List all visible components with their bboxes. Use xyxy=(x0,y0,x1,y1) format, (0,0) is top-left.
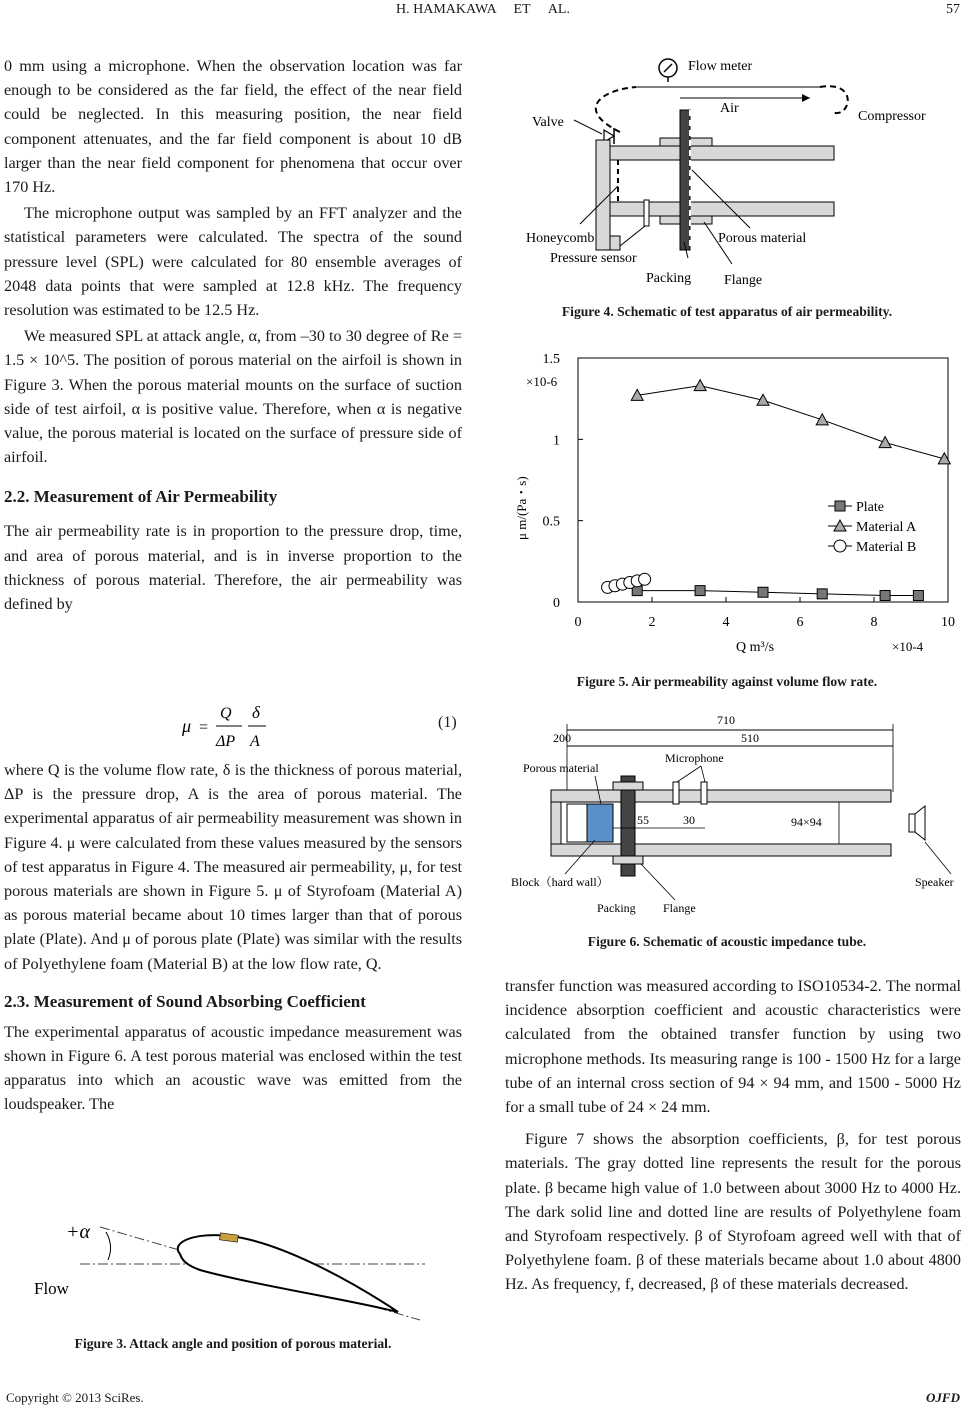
x-tick-label: 2 xyxy=(648,615,656,630)
pressure-sensor-label: Pressure sensor xyxy=(550,251,637,266)
dim-30: 30 xyxy=(683,813,695,827)
y-tick-label: 0 xyxy=(553,596,560,611)
dim-94: 94×94 xyxy=(791,815,822,829)
block xyxy=(567,804,587,842)
x-tick-label: 4 xyxy=(722,615,730,630)
x-tick-label: 6 xyxy=(796,615,804,630)
paragraph: The microphone output was sampled by an FFT analyzer and the statistical parameters were calculated. The spectra of the sound pressure level (SPL) were calculated for 80 ensemble averages of 2048 data points that were sampled at 12.8 kHz. The frequency resolution was estimated to be 12.5 Hz. xyxy=(4,204,462,320)
x-axis-label: Q m³/s xyxy=(736,640,775,655)
page-footer xyxy=(0,1388,966,1414)
y-multiplier: ×10-6 xyxy=(526,374,558,389)
right-column xyxy=(505,974,961,1297)
legend xyxy=(828,500,917,555)
svg-text:A: A xyxy=(250,733,260,750)
equation-number: (1) xyxy=(438,714,457,731)
paragraph: 0 mm using a microphone. When the observation location was far enough to be considered as the far field, the effect of the near field could be neglected. In this measuring position, the near field component attenuates, and the far field component is about 10 dB larger than the near field component for phenomena that occur over 170 Hz. xyxy=(4,57,462,197)
section-heading: 2.2. Measurement of Air Permeability xyxy=(4,487,278,507)
journal-name: OJFD xyxy=(926,1390,960,1405)
paragraph: We measured SPL at attack angle, α, from –30 to 30 degree of Re = 1.5 × 10^5. The position of porous material on the airfoil is shown in Figure 3. When the porous material mounts on the surface of suction side of test airfoil, α is positive value. Therefore, when α is negative value, the porous material is located on the surface of pressure side of airfoil. xyxy=(4,327,462,467)
svg-text:δ: δ xyxy=(252,703,260,722)
alpha-arc xyxy=(106,1232,111,1260)
section-heading: 2.3. Measurement of Sound Absorbing Coefficient xyxy=(4,991,366,1011)
flow-label: Flow xyxy=(34,1279,69,1298)
microphone-2 xyxy=(701,782,707,804)
paragraph: The air permeability rate is in proportion to the pressure drop, time, and area of porous material, and is in inverse proportion to the thickness of porous material. Therefore, the air permeability was defined by xyxy=(4,522,462,614)
alpha-label: +α xyxy=(66,1221,90,1243)
legend-label: Plate xyxy=(856,500,884,515)
figure-6-caption: Figure 6. Schematic of acoustic impedance tube. xyxy=(587,934,867,949)
figure-5-caption: Figure 5. Air permeability against volume flow rate. xyxy=(576,674,878,689)
speaker-icon xyxy=(909,814,915,832)
data-point-square xyxy=(758,587,768,597)
page-number: 57 xyxy=(946,2,960,17)
legend-marker-circle xyxy=(834,540,846,552)
x-tick-label: 10 xyxy=(941,615,955,630)
page-header xyxy=(0,2,966,26)
flow-meter-label: Flow meter xyxy=(688,59,753,74)
packing-label: Packing xyxy=(597,901,636,915)
speaker-label: Speaker xyxy=(915,875,954,889)
flange-label: Flange xyxy=(724,273,763,288)
paragraph: The experimental apparatus of acoustic impedance measurement was shown in Figure 6. A test porous material was enclosed within the test apparatus into which an acoustic wave was emitted from the loudspeaker. The xyxy=(4,1022,462,1114)
data-point-square xyxy=(880,590,890,600)
running-title: H. HAMAKAWA ET AL. xyxy=(395,2,570,17)
data-point-triangle xyxy=(816,414,828,425)
y-tick-label: 0.5 xyxy=(542,514,560,530)
data-point-square xyxy=(913,590,923,600)
packing xyxy=(680,110,690,250)
data-point-circle xyxy=(639,573,651,585)
y-axis-label: μ m/(Pa・s) xyxy=(514,476,529,540)
honeycomb-label: Honeycomb xyxy=(526,231,595,246)
packing-label: Packing xyxy=(646,271,692,286)
figure-6 xyxy=(505,710,965,925)
airfoil xyxy=(178,1235,398,1312)
y-tick-label: 1.5 xyxy=(542,352,560,367)
series-line-square xyxy=(637,591,918,596)
copyright: Copyright © 2013 SciRes. xyxy=(6,1390,144,1405)
legend-marker-square xyxy=(835,501,845,511)
porous-material-label: Porous material xyxy=(523,761,599,775)
dim-200: 200 xyxy=(553,731,571,745)
pressure-sensor xyxy=(644,200,649,226)
dim-710: 710 xyxy=(717,713,735,727)
paragraph: where Q is the volume flow rate, δ is the thickness of porous material, ΔP is the pressure drop, A is the area of porous material. The experimental apparatus of air permeability measurement was shown in Figure 4. μ were calculated from these values measured by the sensors of test apparatus in Figure 4. The measured air permeability, μ, for test porous materials are shown in Figure 5. μ of Styrofoam (Material A) as porous material became about 10 times larger than that of porous plate (Plate). And μ of porous plate (Plate) was similar with the results of Polyethylene foam (Material B) at the low flow rate, Q. xyxy=(4,761,462,973)
svg-text:ΔP: ΔP xyxy=(216,733,236,750)
y-tick-label: 1 xyxy=(553,433,560,449)
series-line-triangle xyxy=(637,386,944,459)
data-point-square xyxy=(695,586,705,596)
svg-text:Q: Q xyxy=(220,705,232,722)
equation-mu xyxy=(180,700,290,752)
svg-text:=: = xyxy=(198,719,209,736)
figure-5-chart xyxy=(500,340,966,666)
left-column xyxy=(4,54,462,616)
legend-label: Material A xyxy=(856,520,917,535)
equation xyxy=(180,700,290,757)
microphone-label: Microphone xyxy=(665,751,724,765)
figure-3 xyxy=(20,1210,440,1335)
porous-sample xyxy=(587,804,613,842)
x-tick-label: 8 xyxy=(870,615,878,630)
left-column-lower xyxy=(4,758,462,1117)
valve-label: Valve xyxy=(532,115,564,130)
paragraph: transfer function was measured according to ISO10534-2. The normal incidence absorption coefficient and acoustic characteristics were calculated from the obtained transfer function by using two microphone methods. Its measuring range is 100 - 1500 Hz for a large tube of an internal cross section of 94 × 94 mm, and 1500 - 5000 Hz for a small tube of 24 × 24 mm. xyxy=(505,977,961,1117)
dim-510: 510 xyxy=(741,731,759,745)
paragraph: Figure 7 shows the absorption coefficients, β, for test porous materials. The gray dotted line represents the result for the porous plate. β became high value of 1.0 between about 3000 Hz to 4000 Hz. The dark solid line and dotted line are results of Polyethylene foam and Styrofoam respectively. β of Styrofoam agreed well with that of Polyethylene foam. β of these materials became about 1.0 about 4800 Hz. As frequency, f, decreased, β of these materials decreased. xyxy=(505,1130,961,1294)
x-multiplier: ×10-4 xyxy=(892,639,924,654)
block-label: Block（hard wall） xyxy=(511,875,609,889)
svg-text:μ: μ xyxy=(182,716,192,736)
legend-label: Material B xyxy=(856,540,917,555)
data-point-triangle xyxy=(694,380,706,391)
dim-55: 55 xyxy=(637,813,649,827)
data-point-triangle xyxy=(879,437,891,448)
flange-label: Flange xyxy=(663,901,696,915)
figure-3-caption: Figure 3. Attack angle and position of porous material. xyxy=(74,1336,392,1351)
figure-4-caption: Figure 4. Schematic of test apparatus of air permeability. xyxy=(561,304,893,319)
x-tick-label: 0 xyxy=(574,615,582,630)
porous-material-label: Porous material xyxy=(718,231,807,246)
data-point-square xyxy=(817,589,827,599)
figure-4 xyxy=(520,50,960,295)
microphone-1 xyxy=(673,782,679,804)
air-label: Air xyxy=(720,101,739,116)
compressor-label: Compressor xyxy=(858,109,926,124)
